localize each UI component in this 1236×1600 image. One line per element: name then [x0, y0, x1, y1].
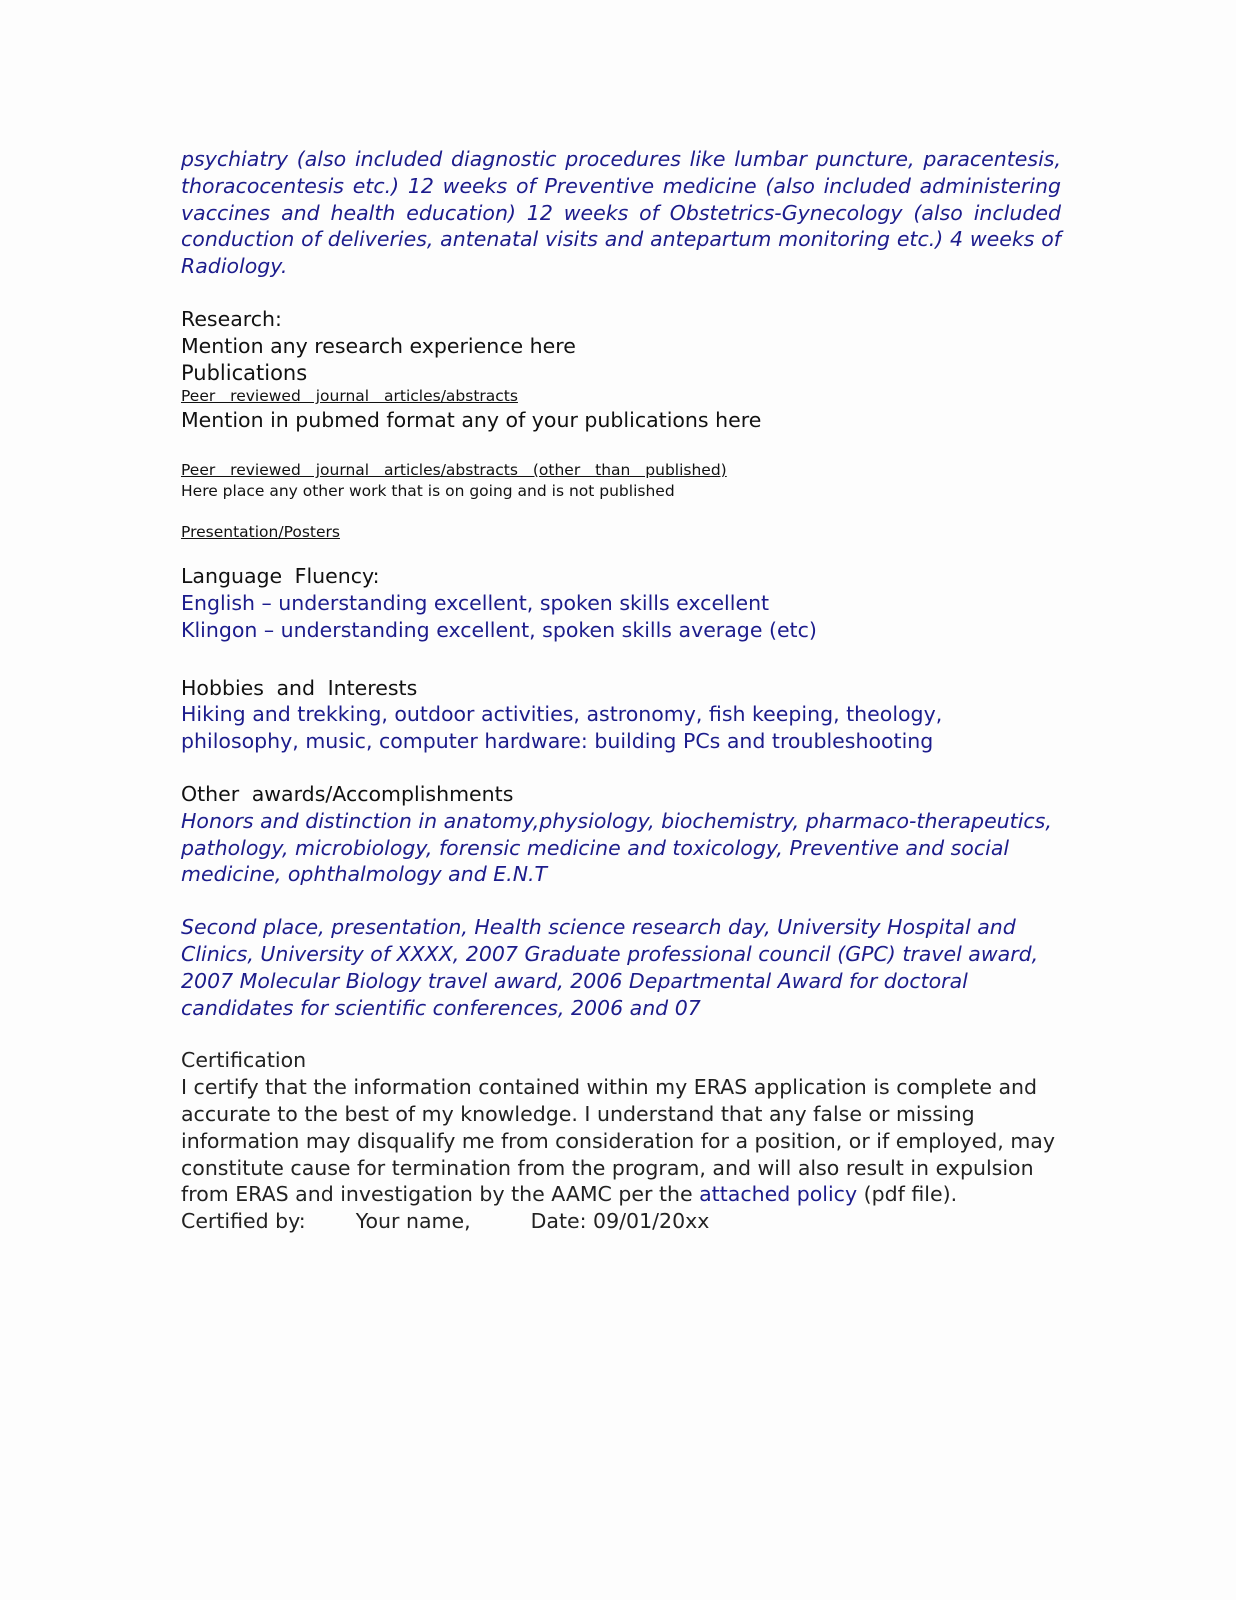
certified-by-label: Certified by:: [181, 1209, 306, 1234]
presentations-heading: Presentation/Posters: [181, 523, 340, 542]
spacer: [181, 434, 1061, 460]
research-section: [181, 306, 1061, 360]
spacer: [181, 543, 1061, 563]
resume-page: [181, 146, 1061, 1235]
unpublished-text: Here place any other work that is on going and is not published: [181, 482, 675, 501]
certification-heading: Certification: [181, 1048, 307, 1073]
clinical-rotations-paragraph: psychiatry (also included diagnostic procedures like lumbar puncture, paracentesis, thoracocentesis etc.) 12 weeks of Preventive medicine (also included administering vaccines and health education) 12 weeks of Obstetrics-Gynecology (also included conduction of deliveries, antenatal visits and antepartum monitoring etc.) 4 weeks of Radiology.: [181, 147, 1061, 279]
awards-section: [181, 781, 1061, 1021]
certified-name: Your name,: [355, 1209, 471, 1234]
hobbies-heading: Hobbies and Interests: [181, 675, 418, 700]
certified-by-line: [181, 1208, 1061, 1235]
hobbies-text: Hiking and trekking, outdoor activities, astronomy, fish keeping, theology, philosophy, music, computer hardware: building PCs and troubleshooting: [181, 702, 943, 754]
hobbies-section: [181, 675, 1061, 755]
language-heading: Language Fluency:: [181, 564, 380, 589]
awards-heading: Other awards/Accomplishments: [181, 781, 514, 806]
spacer: [181, 1021, 1061, 1047]
awards-text: Second place, presentation, Health science research day, University Hospital and Clinics, University of XXXX, 2007 Graduate professional council (GPC) travel award, 2007 Molecular Biology travel award, 2006 Departmental Award for doctoral candidates for scientific conferences, 2006 and 07: [181, 915, 1039, 1020]
unpublished-heading: Peer reviewed journal articles/abstracts (other than published): [181, 461, 727, 480]
language-section: [181, 563, 1061, 643]
research-heading: Research:: [181, 306, 282, 331]
certification-statement: [181, 1074, 1061, 1208]
language-item: Klingon – understanding excellent, spoken skills average (etc): [181, 617, 817, 642]
publications-section: [181, 360, 1061, 544]
spacer: [181, 888, 1061, 914]
peer-reviewed-text: Mention in pubmed format any of your publications here: [181, 408, 762, 433]
attached-policy-link[interactable]: attached policy: [699, 1182, 858, 1207]
certification-text: I certify that the information contained within my ERAS application is complete and accurate to the best of my knowledge. I understand that any false or missing information may disqualify me from consideration for a position, or if employed, may constitute cause for termination from the program, and will also result in expulsion from ERAS and investigation by the AAMC per the: [181, 1075, 1055, 1207]
language-item: English – understanding excellent, spoken skills excellent: [181, 590, 770, 615]
certification-section: [181, 1047, 1061, 1235]
certified-date: Date: 09/01/20xx: [530, 1209, 710, 1234]
spacer: [181, 280, 1061, 306]
publications-heading: Publications: [181, 360, 308, 385]
spacer: [181, 644, 1061, 675]
certification-text-end: (pdf file).: [857, 1182, 958, 1207]
spacer: [181, 755, 1061, 781]
spacer: [181, 502, 1061, 522]
research-text: Mention any research experience here: [181, 333, 576, 358]
honors-text: Honors and distinction in anatomy,physiology, biochemistry, pharmaco-therapeutics, pathology, microbiology, forensic medicine and toxicology, Preventive and social medicine, ophthalmology and E.N.T: [181, 808, 1052, 887]
peer-reviewed-heading: Peer reviewed journal articles/abstracts: [181, 387, 518, 406]
